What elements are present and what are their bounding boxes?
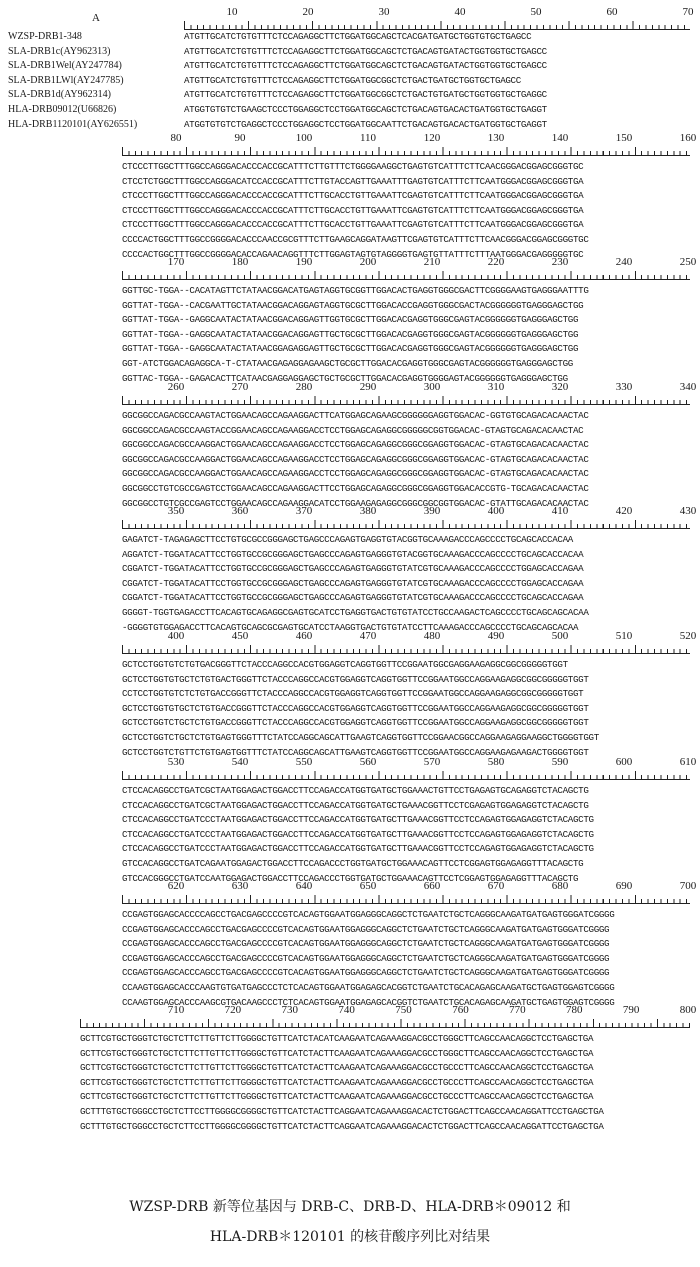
sequence-row: CCGAGTGGAGCACCCCAGCCTGACGAGCCCCGTCACAGTGGAATGGAGGGCAGGCTCTGAATCTGCTCAGGGCAAGATGATGAGTGGGATCGGGG [122,909,615,920]
position-ruler [122,505,697,529]
ruler-position-label: 630 [231,880,249,892]
sequence-row: GTCCACGGGCCTGATCCAATGGAGACTGGACCTTCCAGACCCTGGTGATGCTGGAAACAGTTCCTCGGAGTGGAGAGGTTTACAGCTG [122,872,579,884]
ruler-position-label: 530 [167,756,185,768]
sequence-row: CTCCCTTGGCTTTGGCCAGGGACACCCACCGCATTTCTTGCACCTGTTGAAATTCGAGTGTCATTTCTTCAATGGGACGGAGCGGGTGA [122,219,584,231]
sequence-row: CCCCACTGGCTTTGGCCGGGGACACCCAACCGCGTTTCTTGAAGCAGGATAAGTTCGAGTGTCATTTCTTCAACGGGACGGAGCGGGTGC [122,233,589,245]
sequence-row: CTCCCTTGGCTTTGGCCAGGGACACCCACCGCATTTCTTGTTTCTGGGGAAGGCTGAGTGTCATTTCTTCAACGGGACGGAGCGGGTGC [122,161,584,172]
sequence-rows [122,784,690,886]
sequence-row: GGT-ATCTGGACAGAGGCA-T-CTATAACGAGAGGAGAAGCTGCGCTTGGACACGAGGTGGGCGAGTACGGGGGGTGAGGGAGCTGG [122,357,573,369]
ruler-position-label: 240 [615,256,633,268]
sequence-row: CTCCCTTGGCTTTGGCCAGGGACACCCACCGCATTTCTTGCACCTGTTGAAATTCGAGTGTCATTTCTTCAATGGGACGGAGCGGGTGA [122,204,584,216]
ruler-position-label: 710 [167,1004,185,1016]
ruler-ticks [122,396,690,405]
sequence-row: GCTTCGTGCTGGGTCTGCTCTTCTTGTTCTTGGGGCTGTTCATCTACTTCAAGAATCAGAAAGGACGCCTGGGCTTCAGCCAACAGGCTCCTGAGCTGA [80,1047,594,1059]
sequence-row: GGCGGCCTGTCGCCGAGTCCTGGAACAGCCAGAAGGACATCCTGGAAGAGAGGCGGGCGGCGGTGGACAC-GTATTGCAGACACAACTAC [122,497,589,509]
ruler-position-label: 800 [679,1004,697,1016]
ruler-position-label: 220 [487,256,505,268]
ruler-ticks [122,271,690,280]
ruler-position-label: 700 [679,880,697,892]
ruler-position-label: 40 [454,6,466,18]
ruler-position-label: 10 [226,6,238,18]
ruler-position-label: 290 [359,381,377,393]
ruler-position-label: 660 [423,880,441,892]
position-ruler [122,756,697,780]
figure-caption-line-1: WZSP-DRB 新等位基因与 DRB-C、DRB-D、HLA-DRB＊09012 和 [129,1199,571,1215]
sequence-row: GCTTCGTGCTGGGTCTGCTCTTCTTGTTCTTGGGGCTGTTCATCTACATCAAGAATCAGAAAGGACGCCTGGGCTTCAGCCAACAGGCTCCTGAGCTGA [80,1033,594,1044]
sequence-row: CTCCACAGGCCTGATCGCTAATGGAGACTGGACCTTCCAGACCATGGTGATGCTGGAAACTGTTCCTGAGAGTGCAGAGGTCTACAGCTG [122,785,589,796]
sequence-row: GGTTAT-TGGA--GAGGCAATACTATAACGGACAGGAGTTGCTGCGCTTGGACACGAGGTGGGCGAGTACGGGGGGTGAGGGAGCTGG [122,328,579,340]
sequence-name: HLA-DRB09012(U66826) [8,103,117,115]
sequence-row: GGTTAT-TGGA--GAGGCAATACTATAACGGACAGGAGTTGGTGCGCTTGGACACGAGGTGGGCGAGTACGGGGGGTGAGGGAGCTGG [122,314,579,326]
ruler-position-label: 640 [295,880,313,892]
ruler-position-label: 490 [487,630,505,642]
position-ruler [80,1004,697,1028]
ruler-position-label: 550 [295,756,313,768]
position-ruler [122,381,697,405]
sequence-name: HLA-DRB1120101(AY626551) [8,118,138,130]
sequence-name: SLA-DRB1d(AY962314) [8,89,111,101]
ruler-position-label: 600 [615,756,633,768]
sequence-row: CCGAGTGGAGCACCCAGCCTGACGAGCCCCGTCACAGTGGAATGGAGGGCAGGCTCTGAATCTGCTCAGGGCAAGATGATGAGTGGGATCGGGG [122,938,610,950]
ruler-ticks [122,645,690,654]
sequence-row: GGCGGCCAGACGCCAAGGACTGGAACAGCCAGAAGGACCTCCTGGAGCAGAGGCGGGCGGAGGTGGACAC-GTAGTGCAGACACAACTAC [122,453,589,465]
ruler-position-label: 680 [551,880,569,892]
ruler-position-label: 500 [551,630,569,642]
sequence-row: CCGAGTGGAGCACCCAGCCTGACGAGCCCCGTCACAGTGGAATGGAGGGCAGGCTCTGAATCTGCTCAGGGCAAGATGATGAGTGGGATCGGGG [122,952,610,964]
sequence-row: GCTTCGTGCTGGGTCTGCTCTTCTTGTTCTTGGGGCTGTTCATCTACTTCAAGAATCAGAAAGGACGCCTGCCCTTCAGCCAACAGGCTCCTGAGCTGA [80,1076,594,1088]
sequence-row: GGCGGCCAGACGCCAAGTACTGGAACAGCCAGAAGGACTTCATGGAGCAGAAGCGGGGGGAGGTGGACAC-GGTGTGCAGACACAACTAC [122,410,589,421]
ruler-position-label: 730 [281,1004,299,1016]
ruler-position-label: 100 [295,132,313,144]
ruler-position-label: 450 [231,630,249,642]
ruler-position-label: 520 [679,630,697,642]
sequence-row: GGCGGCCAGACGCCAAGGACTGGAACAGCCAGAAGGACCTCCTGGAGCAGAGGCGGGCGGAGGTGGACAC-GTAGTGCAGACACAACTAC [122,468,589,480]
sequence-row: GGCGGCCAGACGCCAAGGACTGGAACAGCCAGAAGGACCTCCTGGAGCAGAGGCGGGCGGAGGTGGACAC-GTAGTGCAGACACAACTAC [122,439,589,451]
sequence-row: ATGTTGCATCTGTGTTTCTCCAGAGGCTTCTGGATGGCAGCTCTGACAGTGATACTGGTGGTGCTGAGCC [184,60,547,72]
ruler-position-label: 170 [167,256,185,268]
sequence-row: GGGGT-TGGTGAGACCTTCACAGTGCAGAGGCGAGTGCATCCTGAGGTGACTGTGTATCCTGCCAAGACTCAGCCCCTGCAGCAGCACAA [122,606,589,618]
ruler-position-label: 670 [487,880,505,892]
ruler-position-label: 20 [302,6,314,18]
ruler-position-label: 60 [606,6,618,18]
ruler-position-label: 190 [295,256,313,268]
sequence-row: ATGTTGCATCTGTGTTTCTCCAGAGGCTTCTGGATGGCAGCTCTGACAGTGATACTGGTGGTGCTGAGCC [184,45,547,57]
ruler-position-label: 90 [234,132,246,144]
sequence-row: CTCCACAGGCCTGATCCCTAATGGAGACTGGACCTTCCAGACCATGGTGATGCTTGAAACGGTTCCTCCAGAGTGGAGAGGTCTACAGCTG [122,814,594,826]
ruler-position-label: 540 [231,756,249,768]
panel-label: A [92,12,100,24]
ruler-ticks [122,147,690,156]
sequence-row: GCTTCGTGCTGGGTCTGCTCTTCTTGTTCTTGGGGCTGTTCATCTACTTCAAGAATCAGAAAGGACGCCTGCCCTTCAGCCAACAGGCTCCTGAGCTGA [80,1091,594,1103]
ruler-position-label: 650 [359,880,377,892]
ruler-position-label: 410 [551,505,569,517]
sequence-row: CGGATCT-TGGATACATTCCTGGTGCCGCGGGAGCTGAGCCCAGAGTGAGGGTGTATCGTGCAAAGACCCAGCCCCTGGAGCACCAGAA [122,563,584,575]
ruler-position-label: 740 [338,1004,355,1016]
sequence-row: CCCCACTGGCTTTGGCCGGGGACACCAGAACAGGTTTCTTGGAGTAGTGTAGGGGTGAGTGTTATTTCTTTAATGGGACGAGGGGGTGC [122,248,584,260]
sequence-row: GCTCCTGGTGTCTGTGACGGGTTCTACCCAGGCCACGTGGAGGTCAGGTGGTTCCGGAATGGCGAGGAAGAGGCGGCGGGGGTGGT [122,659,568,670]
ruler-position-label: 350 [167,505,185,517]
sequence-row: CGGATCT-TGGATACATTCCTGGTGCCGCGGGAGCTGAGCCCAGAGTGAGGGTGTATCGTGCAAAGACCCAGCCCCTGCAGCACCAGAA [122,592,584,604]
sequence-row: CTCCACAGGCCTGATCCCTAATGGAGACTGGACCTTCCAGACCATGGTGATGCTTGAAACGGTTCCTCCAGAGTGGAGAGGTCTACAGCTG [122,828,594,840]
sequence-rows [122,533,690,635]
position-ruler [122,256,697,280]
ruler-position-label: 130 [487,132,505,144]
sequence-row: GCTCCTGGTGTGCTCTGTGACTGGGTTCTACCCAGGCCACGTGGAGGTCAGGTGGTTCCGGAATGGCCAGGAAGAGGCGGCGGGGGTGGT [122,673,589,685]
sequence-name: WZSP-DRB1-348 [8,31,82,42]
sequence-row: CTCCCTTGGCTTTGGCCAGGGACACCCACCGCATTTCTTGCACCTGTTGAAATTCGAGTGTCATTTCTTCAATGGGACGGAGCGGGTGA [122,190,584,202]
ruler-position-label: 320 [551,381,569,393]
sequence-row: GGTTAT-TGGA--GAGGCAATACTATAACGGAGAGGAGTTGCTGCGCTTGGACACGAGGTGGGCGAGTACGGGGGGTGAGGGAGCTGG [122,343,579,355]
ruler-position-label: 420 [615,505,633,517]
ruler-position-label: 330 [615,381,633,393]
sequence-row: AGGATCT-TGGATACATTCCTGGTGCCGCGGGAGCTGAGCCCAGAGTGAGGGTGTACGGTGCAAAGACCCAGCCCCTGCAGCACCACAA [122,548,584,560]
ruler-position-label: 210 [423,256,441,268]
sequence-row: CTCCTCTGGCTTTGGCCAGGGACATCCACCGCATTTCTTGTACCAGTTGAAATTTGAGTGTCATTTCTTCAATGGGACGGAGCGGGTGA [122,175,584,187]
sequence-row: ATGGTGTGTCTGAAGCTCCCTGGAGGCTCCTGGATGGCAGCTCTGACAGTGACACTGATGGTGCTGAGGT [184,103,547,115]
ruler-position-label: 160 [679,132,697,144]
ruler-position-label: 620 [167,880,185,892]
ruler-position-label: 610 [679,756,697,768]
ruler-position-label: 200 [359,256,377,268]
sequence-row: GCTTTGTGCTGGGCCTGCTCTTCCTTGGGGCGGGGCTGTTCATCTACTTCAGGAATCAGAAAGGACACTCTGGACTTCAGCCAACAGGATTCCTGAGCTGA [80,1120,604,1132]
sequence-row: CGGATCT-TGGATACATTCCTGGTGCCGCGGGAGCTGAGCCCAGAGTGAGGGTGTATCGTGCAAAGACCCAGCCCCTGGAGCACCAGAA [122,577,584,589]
ruler-position-label: 390 [423,505,441,517]
ruler-position-label: 400 [167,630,185,642]
ruler-position-label: 270 [231,381,249,393]
ruler-position-label: 120 [423,132,441,144]
ruler-position-label: 400 [487,505,505,517]
ruler-position-label: 310 [487,381,505,393]
sequence-row: GGTTGC-TGGA--CACATAGTTCTATAACGGACATGAGTAGGTGCGGTTGGACACTGAGGTGGGCGACTTCGGGGAAGTGAGGGAATTTG [122,285,589,296]
ruler-position-label: 750 [395,1004,412,1016]
sequence-row: CCAAGTGGAGCACCCAAGCGTGACAAGCCCTCTCACAGTGGAATGGAGAGCACGGTCTGAATCTGCACAGAGCAAGATGCTGAGTGGAGTCGGGG [122,996,615,1008]
ruler-position-label: 250 [679,256,697,268]
sequence-rows [122,160,690,262]
ruler-position-label: 180 [231,256,249,268]
position-ruler [122,880,697,904]
ruler-position-label: 790 [622,1004,640,1016]
ruler-position-label: 720 [224,1004,242,1016]
sequence-row: ATGTTGCATCTGTGTTTCTCCAGAGGCTTCTGGATGGCGGCTCTGACTGTGATGCTGGTGGTGCTGAGGC [184,89,547,101]
ruler-ticks [122,520,690,529]
sequence-row: CTCCACAGGCCTGATCGCTAATGGAGACTGGACCTTCCAGACCATGGTGATGCTGAAACGGTTCCTCGAGAGTGGAGAGGTCTACAGCTG [122,799,589,811]
ruler-position-label: 230 [551,256,569,268]
ruler-position-label: 140 [551,132,569,144]
sequence-rows [122,658,690,760]
ruler-position-label: 150 [615,132,633,144]
sequence-row: CCAAGTGGAGCACCCAAGTGTGATGAGCCCTCTCACAGTGGAATGGAGAGCACGGTCTGAATCTGCACAGAGCAAGATGCTGAGTGGAGTCGGGG [122,981,615,993]
sequence-row: CTCCACAGGCCTGATCCCTAATGGAGACTGGACCTTCCAGACCATGGTGATGCTTGAAACGGTTCCTCCAGAGTGGAGAGGTCTACAGCTG [122,843,594,855]
ruler-position-label: 470 [359,630,377,642]
ruler-position-label: 580 [487,756,505,768]
ruler-position-label: 570 [423,756,441,768]
sequence-row: GCTTCGTGCTGGGTCTGCTCTTCTTGTTCTTGGGGCTGTTCATCTACTTCAAGAATCAGAAAGGACGCCTGCCCTTCAGCCAACAGGCTCCTGAGCTGA [80,1062,594,1074]
sequence-row: GTCCACAGGCCTGATCAGAATGGAGACTGGACCTTCCAGACCCTGGTGATGCTGGAAACAGTTCCTCGGAGTGGAGAGGTTTACAGCTG [122,857,584,869]
sequence-row: GGCGGCCAGACGCCAAGTACCGGAACAGCCAGAAGGACCTCCTGGAGCAGAGGCGGGGGCGGTGGACAC-GTAGTGCAGACACAACTAC [122,424,584,436]
sequence-row: -GGGGTGTGGAGACCTTCACAGTGCAGCGCGAGTGCATCCTAAGGTGACTGTGTATCCTTCAAAGACCCAGCCCCTGCAGCAGCACAA [122,621,579,633]
ruler-position-label: 30 [378,6,390,18]
position-ruler [122,132,697,156]
ruler-position-label: 280 [295,381,313,393]
sequence-name: SLA-DRB1LWl(AY247785) [8,74,124,86]
ruler-position-label: 300 [423,381,441,393]
ruler-ticks [122,771,690,780]
ruler-position-label: 260 [167,381,185,393]
sequence-rows [122,284,690,386]
ruler-ticks [122,895,690,904]
ruler-position-label: 70 [682,6,694,18]
ruler-position-label: 760 [452,1004,469,1016]
ruler-ticks [184,21,690,30]
sequence-row: GCTCCTGGTCTGCTCTGTGACCGGGTTCTACCCAGGCCACGTGGAGGTCAGGTGGTTCCGGAATGGCCAGGAAGAGGCGGCGGGGGTGGT [122,717,589,729]
sequence-rows [122,908,690,1010]
sequence-name: SLA-DRB1c(AY962313) [8,45,111,57]
ruler-position-label: 370 [295,505,313,517]
sequence-row: ATGTTGCATCTGTGTTTCTCCAGAGGCTTCTGGATGGCAGCTCACGATGATGCTGGTGTGCTGAGCC [184,31,532,42]
ruler-position-label: 770 [509,1004,526,1016]
sequence-rows [80,1032,690,1134]
position-ruler [122,630,697,654]
ruler-position-label: 50 [530,6,542,18]
ruler-position-label: 80 [170,132,182,144]
ruler-position-label: 380 [359,505,377,517]
ruler-position-label: 430 [679,505,697,517]
sequence-row: GCTCCTGGTGTGCTCTGTGACCGGGTTCTACCCAGGCCACGTGGAGGTCAGGTGGTTCCGGAATGGCCAGGAAGAGGCGGCGGGGGTGGT [122,702,589,714]
sequence-row: ATGGTGTGTCTGAGGCTCCCTGGAGGCTCCTGGATGGCAATTCTGACAGTGACACTGATGGTGCTGAGGT [184,118,547,130]
ruler-position-label: 560 [359,756,377,768]
sequence-name-list [8,30,184,132]
ruler-position-label: 360 [231,505,249,517]
sequence-row: GAGATCT-TAGAGAGCTTCCTGTGCGCCGGGAGCTGAGCCCAGAGTGAGGTGTACGGTGCAAAGACCCAGCCCCTGCAGCACCACAA [122,534,573,545]
sequence-row: CCGAGTGGAGCACCCAGCCTGACGAGCCCCGTCACAGTGGAATGGAGGGCAGGCTCTGAATCTGCTCAGGGCAAGATGATGAGTGGGATCGGGG [122,923,610,935]
ruler-position-label: 510 [615,630,633,642]
ruler-position-label: 690 [615,880,633,892]
sequence-row: GGCGGCCTGTCGCCGAGTCCTGGAACAGCCAGAAGGACTTCCTGGAGCAGAGGCGGGCGGAGGTGGACACCGTG-TGCAGACACAACTAC [122,482,589,494]
sequence-row: GCTTTGTGCTGGGCCTGCTCTTCCTTGGGGCGGGGCTGTTCATCTACTTCAGGAATCAGAAAGGACACTCTGGACTTCAGCCAACAGGATTCCTGAGCTGA [80,1105,604,1117]
position-ruler [184,6,694,30]
sequence-row: GGTTAT-TGGA--CACGAATTGCTATAACGGACAGGAGTAGGTGCGCTTGGACACCGAGGTGGGCGACTACGGGGGGTGAGGGAGCTGG [122,299,584,311]
sequence-rows [184,30,690,132]
ruler-position-label: 110 [359,132,377,144]
sequence-row: CCTCCTGGTGTCTCTGTGACCGGGTTCTACCCAGGCCACGTGGAGGTCAGGTGGTTCCGGAATGGCCAGGAAGAGGCGGCGGGGGTGGT [122,688,584,700]
sequence-name: SLA-DRB1Wel(AY247784) [8,60,122,72]
sequence-row: ATGTTGCATCTGTGTTTCTCCAGAGGCTTCTGGATGGCGGCTCTGACTGATGCTGGTGCTGAGCC [184,74,521,86]
ruler-position-label: 780 [565,1004,583,1016]
ruler-position-label: 340 [679,381,697,393]
ruler-position-label: 460 [295,630,313,642]
ruler-ticks [80,1019,690,1028]
sequence-rows [122,409,690,511]
sequence-row: GCTCCTGGTCTGCTCTGTGAGTGGGTTTCTATCCAGGCAGCATTGAAGTCAGGTGGTTCCGGAACGGCCAGGAAGAGGAAGGCTGGGGTGGT [122,731,599,743]
sequence-row: CCGAGTGGAGCACCCAGCCTGACGAGCCCCGTCACAGTGGAATGGAGGGCAGGCTCTGAATCTGCTCAGGGCAAGATGATGAGTGGGATCGGGG [122,967,610,979]
figure-caption-line-2: HLA-DRB＊120101 的核苷酸序列比对结果 [209,1229,491,1245]
ruler-position-label: 590 [551,756,569,768]
ruler-position-label: 480 [423,630,441,642]
sequence-row: GCTCCTGGTCTGTTCTGTGAGTGGTTTCTATCCAGGCAGCATTGAAGTCAGGTGGTTCCGGAATGGCCAGGAAGAGAAGACTGGGGTGGT [122,746,589,758]
sequence-row: GGTTAC-TGGA--GAGACACTTCATAACGAGGAGGAGCTGCTGCGCTTGGACACGAGGTGGGGAGTACGGGGGGTGAGGGAGCTGG [122,372,568,384]
